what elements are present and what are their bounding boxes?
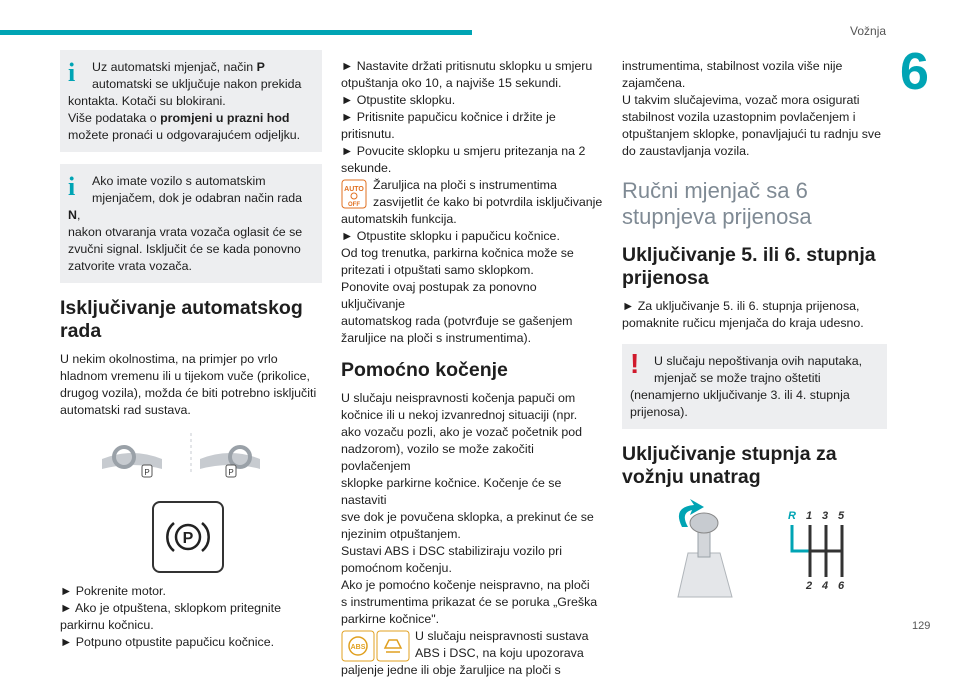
text-bold: P [256, 60, 265, 74]
text: paljenje jedne ili obje žaruljice na ploči s [341, 663, 561, 677]
text: zatvorite vrata vozača. [68, 259, 192, 273]
svg-text:ABS: ABS [350, 644, 366, 651]
step: parkirnu kočnicu. [60, 618, 154, 632]
svg-text:R: R [788, 510, 796, 522]
text: Ako imate vozilo s automatskim [92, 174, 266, 188]
heading-engage-5-6: Uključivanje 5. ili 6. stupnja prijenosa [622, 244, 876, 289]
text: automatski rad sustava. [60, 403, 191, 417]
text: zvučni signal. Isključit će se kada ponovno [68, 242, 301, 256]
step: ► Za uključivanje 5. ili 6. stupnja prijenosa, [622, 299, 860, 313]
info-icon: i [68, 58, 76, 87]
text: automatskog rada (potvrđuje se gašenjem [341, 314, 573, 328]
warning-icon: ! [630, 348, 640, 379]
text: nadzorom), vozilo se može zakočiti povlačenjem [341, 442, 534, 473]
abs-note [341, 628, 603, 662]
svg-text:2: 2 [806, 580, 813, 592]
text: otpuštanjem sklopke, ponavljajući tu radnju sve [622, 127, 881, 141]
chapter-number: 6 [900, 43, 929, 101]
text: kontakta. Kotači su blokirani. [68, 94, 226, 108]
text-bold: promjeni u prazni hod [160, 111, 290, 125]
text: Ako je pomoćno kočenje neispravno, na ploči [341, 578, 590, 592]
step: ► Potpuno otpustite papučicu kočnice. [60, 635, 275, 649]
svg-text:6: 6 [838, 580, 845, 592]
parking-brake-icon [152, 501, 224, 573]
svg-text:OFF: OFF [348, 202, 360, 208]
gear-pattern-icon [782, 509, 852, 592]
column-3 [622, 58, 887, 607]
text: U slučaju neispravnosti kočenja papuči om [341, 391, 576, 405]
text: njezinim otpuštanjem. [341, 527, 461, 541]
text: Sustavi ABS i DSC stabiliziraju vozilo pri [341, 544, 563, 558]
svg-text:AUTO: AUTO [344, 186, 364, 193]
text: automatskih funkcija. [341, 212, 457, 226]
text: ABS i DSC, na koju upozorava [415, 646, 584, 660]
auto-off-lamp-icon [341, 179, 367, 209]
text: nakon otvaranja vrata vozača oglasit će se [68, 225, 303, 239]
text: sklopke parkirne kočnice. Kočenje će se nastaviti [341, 476, 562, 507]
step: ► Otpustite sklopku i papučicu kočnice. [341, 229, 560, 243]
text: ako vozaču pozli, ako je vozač početnik pod [341, 425, 583, 439]
svg-text:4: 4 [822, 580, 829, 592]
text: pritezati i otpuštati samo sklopkom. [341, 263, 534, 277]
text: zajamčena. [622, 76, 686, 90]
text: kočnice ili u nekoj izvanrednoj situaciji (npr. [341, 408, 578, 422]
text: instrumentima, stabilnost vozila više nije [622, 59, 843, 73]
text: Ponovite ovaj postupak za ponovno uključivanje [341, 280, 537, 311]
reverse-gear-illustration [622, 497, 887, 607]
step: ► Nastavite držati pritisnutu sklopku u smjeru [341, 59, 593, 73]
text: Više podataka o [68, 111, 161, 125]
svg-text:P: P [144, 468, 150, 477]
page-number: 129 [912, 620, 931, 632]
text: možete pronaći u odgovarajućem odjeljku. [68, 128, 301, 142]
text: mjenjačem, dok je odabran način rada [92, 191, 303, 205]
info-box-door [60, 164, 322, 283]
heading-reverse-gear: Uključivanje stupnja za vožnju unatrag [622, 443, 837, 488]
text: sekunde. [341, 161, 392, 175]
svg-text:3: 3 [822, 510, 829, 522]
text: U takvim slučajevima, vozač mora osigurati [622, 93, 860, 107]
text: (nenamjerno uključivanje 3. ili 4. stupnja [630, 388, 850, 402]
abs-lamp-icon [341, 630, 411, 662]
text: sve dok je povučena sklopka, a prekinut će se [341, 510, 594, 524]
text: automatski se uključuje nakon prekida [92, 77, 302, 91]
text: pritisnutu. [341, 127, 395, 141]
text: zasvijetlit će kako bi potvrdila isključivanje [373, 195, 603, 209]
text: Uz automatski mjenjač, način [92, 60, 257, 74]
text: s instrumentima prikazat će se poruka „Greška [341, 595, 598, 609]
heading-manual-gearbox: Ručni mjenjač sa 6 stupnjeva prijenosa [622, 178, 812, 229]
text: pomoćnom kočenju. [341, 561, 452, 575]
info-icon: i [68, 172, 76, 201]
text: prijenosa). [630, 405, 688, 419]
column-2 [341, 58, 603, 679]
text: U slučaju nepoštivanja ovih naputaka, [654, 354, 863, 368]
step: ► Povucite sklopku u smjeru pritezanja na 2 [341, 144, 586, 158]
text: otpuštanja oko 10, a najviše 15 sekundi. [341, 76, 562, 90]
steering-wheels-icon [60, 429, 322, 493]
text: Žaruljica na ploči s instrumentima [373, 178, 557, 192]
gear-lever-icon [642, 497, 762, 607]
svg-text:1: 1 [806, 510, 813, 522]
text: parkirne kočnice". [341, 612, 440, 626]
text: stabilnost vozila uzastopnim povlačenjem i [622, 110, 856, 124]
step: ► Pokrenite motor. [60, 584, 166, 598]
heading-emergency-braking: Pomoćno kočenje [341, 359, 508, 381]
column-1 [60, 50, 322, 651]
step: ► Otpustite sklopku. [341, 93, 456, 107]
svg-text:P: P [228, 468, 234, 477]
svg-text:P: P [182, 530, 194, 547]
text: U slučaju neispravnosti sustava [415, 629, 589, 643]
text: žaruljice na ploči s instrumentima). [341, 331, 532, 345]
heading-disable-auto: Isključivanje automatskog rada [60, 297, 303, 342]
top-accent-bar [0, 30, 472, 35]
section-title: Vožnja [850, 24, 887, 38]
info-box-automatic [60, 50, 322, 152]
text: U nekim okolnostima, na primjer po vrlo [60, 352, 278, 366]
auto-off-note [341, 177, 603, 211]
warning-box [622, 344, 887, 429]
step: ► Ako je otpuštena, sklopkom pritegnite [60, 601, 281, 615]
brake-switch-illustration [60, 429, 322, 493]
step: ► Pritisnite papučicu kočnice i držite je [341, 110, 556, 124]
svg-text:5: 5 [838, 510, 845, 522]
text: do zaustavljanja vozila. [622, 144, 750, 158]
text: pomaknite ručicu mjenjača do kraja udesno. [622, 316, 864, 330]
text: mjenjač se može trajno oštetiti [654, 371, 821, 385]
text: Od tog trenutka, parkirna kočnica može se [341, 246, 574, 260]
text-bold: N [68, 208, 77, 222]
text: drugog vozila), možda će biti potrebno isključiti [60, 386, 317, 400]
text: hladnom vremenu ili u tijekom vuče (prikolice, [60, 369, 310, 383]
text: , [76, 208, 81, 222]
